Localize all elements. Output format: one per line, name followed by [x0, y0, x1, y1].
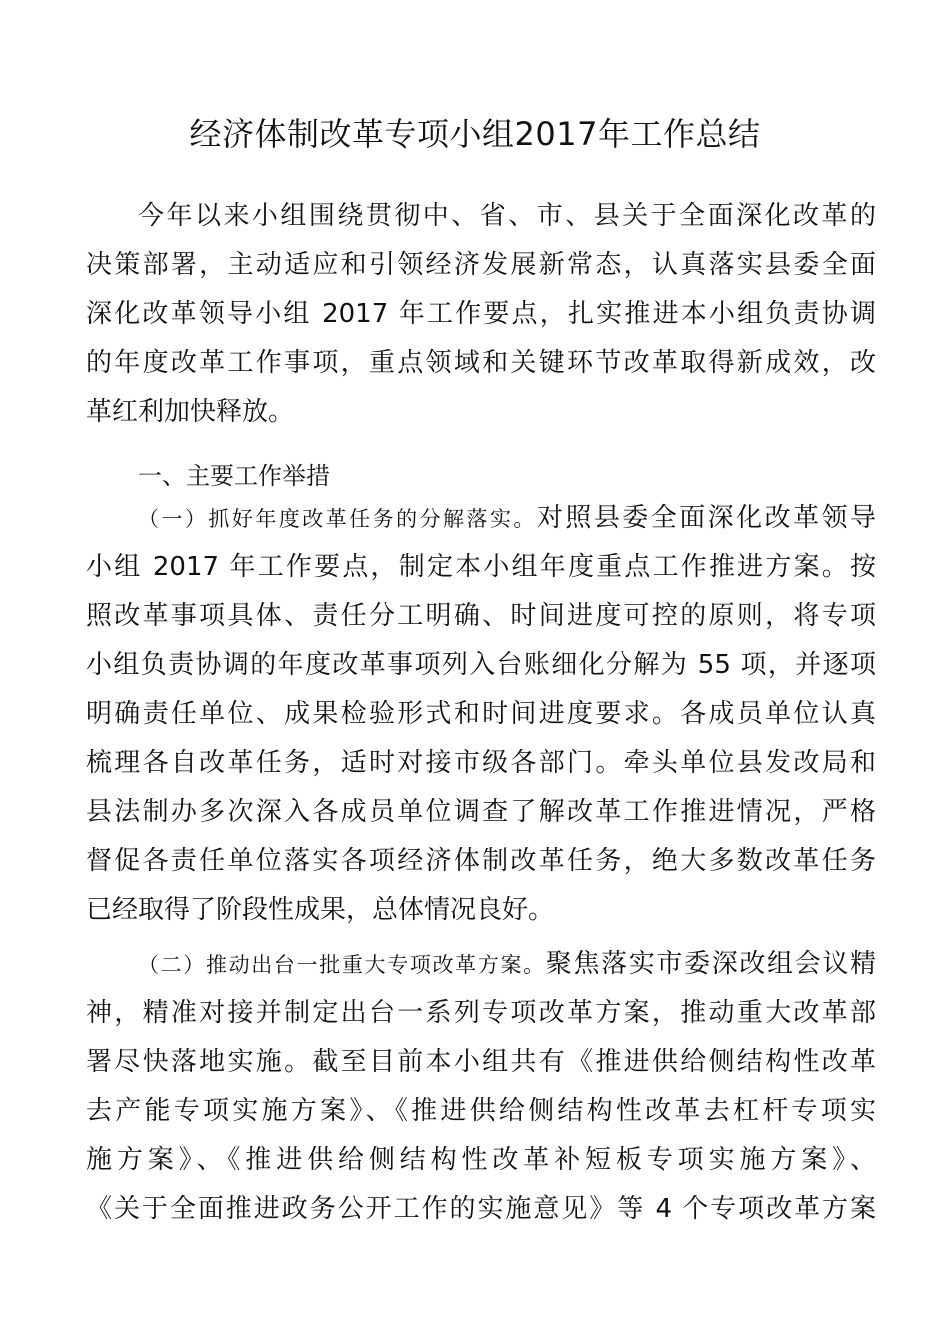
subsection-2-first-rest: 聚焦落实市委深改组会议精	[545, 949, 876, 979]
subsection-2-lead: （二）推动出台一批重大专项改革方案。	[138, 953, 546, 977]
intro-line: 的年度改革工作事项，重点领域和关键环节改革取得新成效，改	[86, 348, 876, 378]
section-heading: 一、主要工作举措	[138, 462, 330, 490]
intro-line: 决策部署，主动适应和引领经济发展新常态，认真落实县委全面	[86, 250, 876, 280]
subsection-2-first-line	[86, 940, 876, 989]
subsection-1-line: 县法制办多次深入各成员单位调查了解改革工作推进情况，严格	[86, 797, 876, 827]
section-heading-block	[86, 456, 876, 496]
subsection-1-first-line	[86, 494, 876, 543]
subsection-2-line: 神，精准对接并制定出台一系列专项改革方案，推动重大改革部	[86, 998, 876, 1028]
subsection-1-line: 明确责任单位、成果检验形式和时间进度要求。各成员单位认真	[86, 699, 876, 729]
subsection-2-line: 《关于全面推进政务公开工作的实施意见》等 4 个专项改革方案	[86, 1194, 876, 1224]
intro-line: 今年以来小组围绕贯彻中、省、市、县关于全面深化改革的	[138, 201, 876, 231]
subsection-1-line: 小组负责协调的年度改革事项列入台账细化分解为 55 项，并逐项	[86, 650, 876, 680]
subsection-1-line: 已经取得了阶段性成果，总体情况良好。	[86, 895, 555, 925]
subsection-1-line: 督促各责任单位落实各项经济体制改革任务，绝大多数改革任务	[86, 846, 876, 876]
subsection-1-lead: （一）抓好年度改革任务的分解落实。	[138, 507, 537, 531]
intro-line: 革红利加快释放。	[86, 397, 295, 427]
subsection-1-first-rest: 对照县委全面深化改革领导	[536, 503, 876, 533]
subsection-1-line: 梳理各自改革任务，适时对接市级各部门。牵头单位县发改局和	[86, 748, 876, 778]
intro-line: 深化改革领导小组 2017 年工作要点，扎实推进本小组负责协调	[86, 299, 876, 329]
subsection-2-paragraph	[86, 940, 876, 1234]
subsection-1-paragraph	[86, 494, 876, 935]
document-title: 经济体制改革专项小组2017年工作总结	[189, 115, 761, 153]
subsection-2-line: 施方案》、《推进供给侧结构性改革补短板专项实施方案》、	[86, 1145, 876, 1175]
subsection-1-line: 照改革事项具体、责任分工明确、时间进度可控的原则，将专项	[86, 601, 876, 631]
subsection-2-line: 署尽快落地实施。截至目前本小组共有《推进供给侧结构性改革	[86, 1047, 876, 1077]
intro-paragraph	[86, 192, 876, 437]
subsection-1-line: 小组 2017 年工作要点，制定本小组年度重点工作推进方案。按	[86, 552, 876, 582]
subsection-2-line: 去产能专项实施方案》、《推进供给侧结构性改革去杠杆专项实	[86, 1096, 876, 1126]
